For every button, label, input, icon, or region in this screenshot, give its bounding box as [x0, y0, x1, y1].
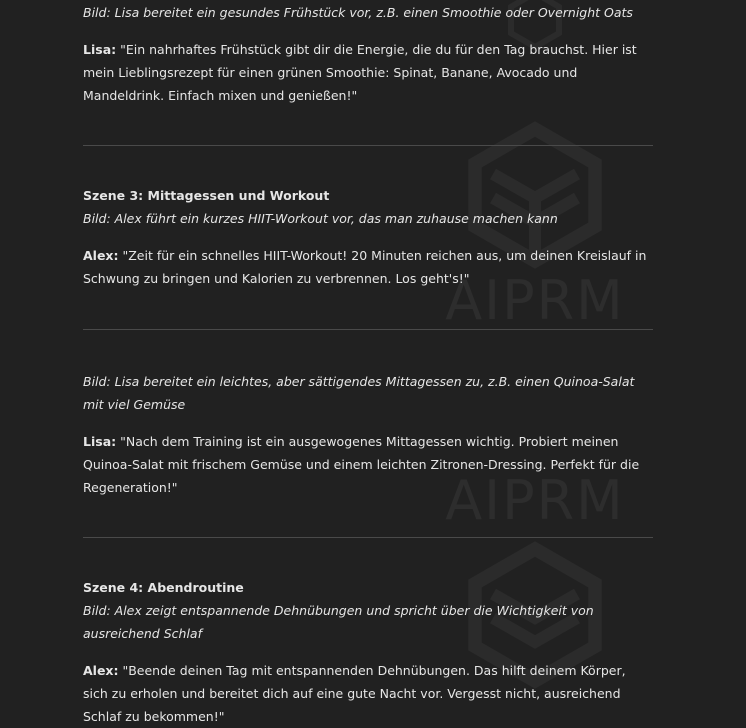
speaker-name: Alex:	[83, 248, 119, 263]
image-description: Bild: Lisa bereitet ein gesundes Frühstück vor, z.B. einen Smoothie oder Overnight Oats	[83, 5, 633, 20]
scene-block	[83, 184, 653, 290]
scene-heading: Szene 3: Mittagessen und Workout	[83, 188, 330, 203]
dialogue-text: "Beende deinen Tag mit entspannenden Dehnübungen. Das hilft deinem Körper, sich zu erholen und bereitet dich auf eine gute Nacht vor. Vergesst nicht, ausreichend Schlaf zu bekommen!"	[83, 663, 626, 724]
watermark-text: AIPRM	[445, 469, 625, 532]
divider	[83, 537, 653, 538]
image-description: Bild: Lisa bereitet ein leichtes, aber sättigendes Mittagessen zu, z.B. einen Quinoa-Salat mit viel Gemüse	[83, 374, 635, 412]
scene-block	[83, 576, 653, 728]
speaker-name: Lisa:	[83, 434, 117, 449]
divider	[83, 329, 653, 330]
dialogue-text: "Nach dem Training ist ein ausgewogenes Mittagessen wichtig. Probiert meinen Quinoa-Salat mit frischem Gemüse und einem leichten Zitronen-Dressing. Perfekt für die Regeneration!"	[83, 434, 640, 495]
divider	[83, 145, 653, 146]
dialogue-line	[83, 244, 653, 290]
dialogue-line	[83, 430, 653, 499]
scene-block	[83, 370, 653, 499]
speaker-name: Lisa:	[83, 42, 117, 57]
image-description: Bild: Alex führt ein kurzes HIIT-Workout vor, das man zuhause machen kann	[83, 211, 558, 226]
dialogue-line	[83, 659, 653, 728]
dialogue-text: "Zeit für ein schnelles HIIT-Workout! 20 Minuten reichen aus, um deinen Kreislauf in Schwung zu bringen und Kalorien zu verbrennen. Los geht's!"	[83, 248, 647, 286]
speaker-name: Alex:	[83, 663, 119, 678]
chat-message-content	[83, 0, 653, 728]
scene-block	[83, 0, 653, 107]
scene-heading: Szene 4: Abendroutine	[83, 580, 244, 595]
watermark-text: AIPRM	[445, 269, 625, 332]
dialogue-text: "Ein nahrhaftes Frühstück gibt dir die Energie, die du für den Tag brauchst. Hier ist mein Lieblingsrezept für einen grünen Smoothie: Spinat, Banane, Avocado und Mandeldrink. Einfach mixen und genießen!"	[83, 42, 637, 103]
dialogue-line	[83, 38, 653, 107]
image-description: Bild: Alex zeigt entspannende Dehnübungen und spricht über die Wichtigkeit von ausreichend Schlaf	[83, 603, 594, 641]
